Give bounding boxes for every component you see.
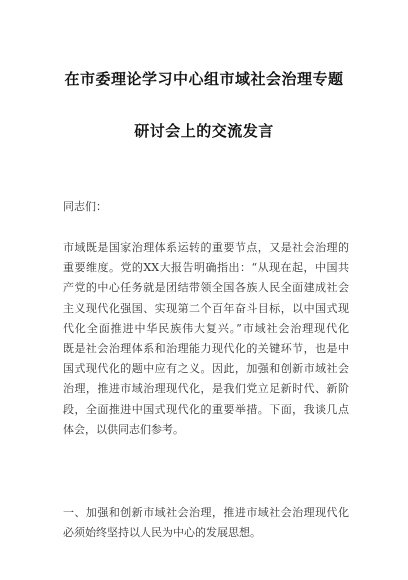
- paragraph-intro: [63, 238, 349, 440]
- paragraph-line: 市域既是国家治理体系运转的重要节点，又是社会治理的: [63, 241, 349, 254]
- paragraph-line: 治理，推进市域治理现代化，是我们党立足新时代、新阶: [63, 382, 349, 396]
- document-title-line-1: 在市委理论学习中心组市域社会治理专题: [64, 70, 344, 88]
- paragraph-section-one: [63, 503, 349, 543]
- paragraph-line: 国式现代化的题中应有之义。因此，加强和创新市域社会: [63, 362, 349, 376]
- paragraph-line: 体会，以供同志们参考。: [63, 422, 184, 436]
- document-title-line-2: 研讨会上的交流发言: [134, 122, 274, 140]
- paragraph-line: 重要维度。党的XX大报告明确指出：“从现在起，中国共: [63, 261, 349, 275]
- paragraph-line: 代化全面推进中华民族伟大复兴。”市域社会治理现代化: [63, 321, 349, 335]
- paragraph-line: 一、加强和创新市域社会治理，推进市域社会治理现代化: [63, 506, 349, 519]
- paragraph-line: 主义现代化强国、实现第二个百年奋斗目标，以中国式现: [63, 301, 349, 315]
- paragraph-line: 产党的中心任务就是团结带领全国各族人民全面建成社会: [63, 281, 349, 295]
- paragraph-line: 必须始终坚持以人民为中心的发展思想。: [63, 526, 261, 540]
- paragraph-line: 段，全面推进中国式现代化的重要举措。下面，我谈几点: [63, 402, 349, 416]
- paragraph-line: 既是社会治理体系和治理能力现代化的关键环节，也是中: [63, 342, 349, 356]
- salutation: 同志们：: [63, 200, 107, 213]
